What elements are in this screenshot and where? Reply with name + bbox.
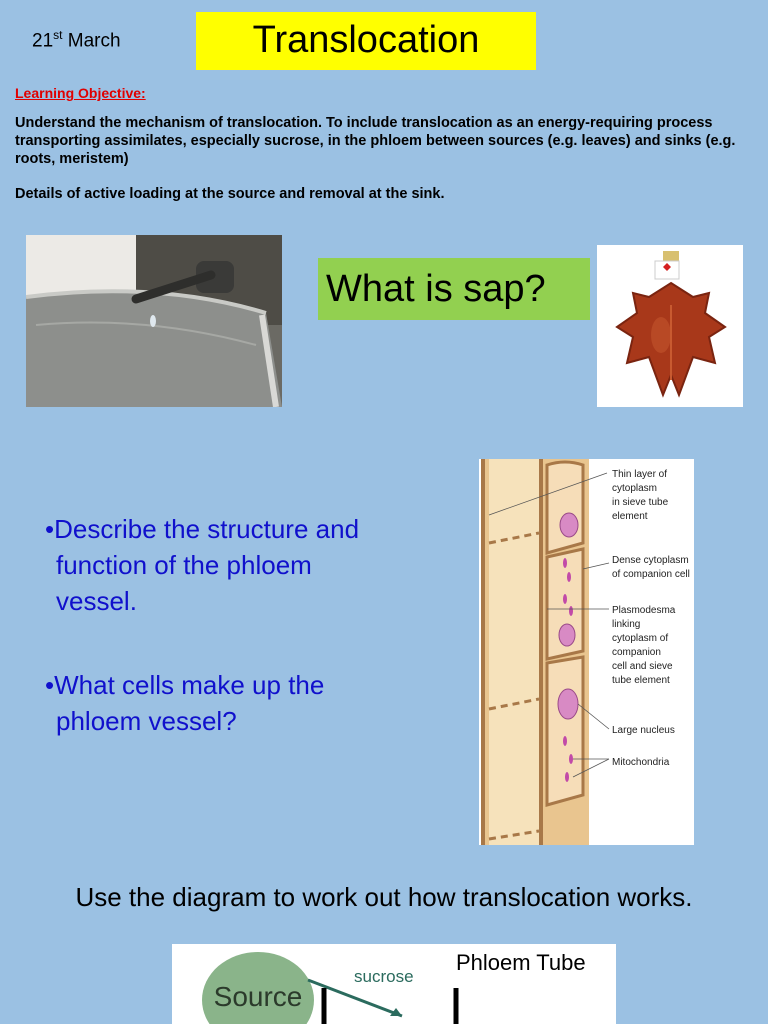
maple-syrup-photo	[597, 245, 743, 407]
question-line: vessel.	[56, 586, 137, 616]
question-line: phloem vessel?	[56, 706, 237, 736]
page-title: Translocation	[252, 19, 480, 61]
translocation-diagram	[172, 944, 616, 1024]
question-phloem-structure	[45, 511, 425, 619]
date	[32, 28, 121, 52]
title-highlight	[196, 12, 536, 70]
source-label: Source	[213, 981, 303, 1012]
question-line: •What cells make up the	[45, 670, 325, 700]
date-suffix: st	[53, 28, 63, 42]
date-month: March	[67, 30, 121, 52]
label-sieve-cytoplasm: Thin layer of cytoplasm in sieve tube element	[612, 469, 669, 522]
label-mitochondria: Mitochondria	[612, 757, 670, 768]
objective-detail: Details of active loading at the source and removal at the sink.	[15, 186, 445, 202]
objective-heading: Learning Objective:	[15, 85, 146, 101]
label-plasmodesma: Plasmodesma linking cytoplasm of companion cell and sieve tube element	[612, 605, 676, 686]
sap-question-box	[318, 258, 590, 320]
sucrose-label: sucrose	[354, 967, 414, 986]
date-day: 21	[32, 30, 54, 52]
question-line: •Describe the structure and	[45, 514, 360, 544]
translocation-illustration	[172, 944, 616, 1024]
maple-syrup-bottle-illustration	[597, 245, 743, 407]
phloem-cells-illustration	[479, 459, 694, 845]
instruction-text: Use the diagram to work out how translocation works.	[75, 882, 693, 912]
sap-question: What is sap?	[326, 268, 546, 310]
label-companion-cytoplasm: Dense cytoplasm of companion cell	[612, 555, 690, 580]
phloem-cell-diagram	[479, 459, 694, 845]
objective-text: Understand the mechanism of translocation. To include translocation as an energy-requiring process transporting assimilates, especially sucrose, in the phloem between sources (e.g. leaves) and sinks (e.g. roots, meristem)	[15, 115, 736, 167]
question-phloem-cells	[45, 667, 425, 739]
sap-tap-illustration	[26, 235, 282, 407]
question-line: function of the phloem	[56, 550, 312, 580]
sap-tap-photo	[26, 235, 282, 407]
phloem-tube-label: Phloem Tube	[456, 950, 586, 975]
label-large-nucleus: Large nucleus	[612, 725, 675, 736]
